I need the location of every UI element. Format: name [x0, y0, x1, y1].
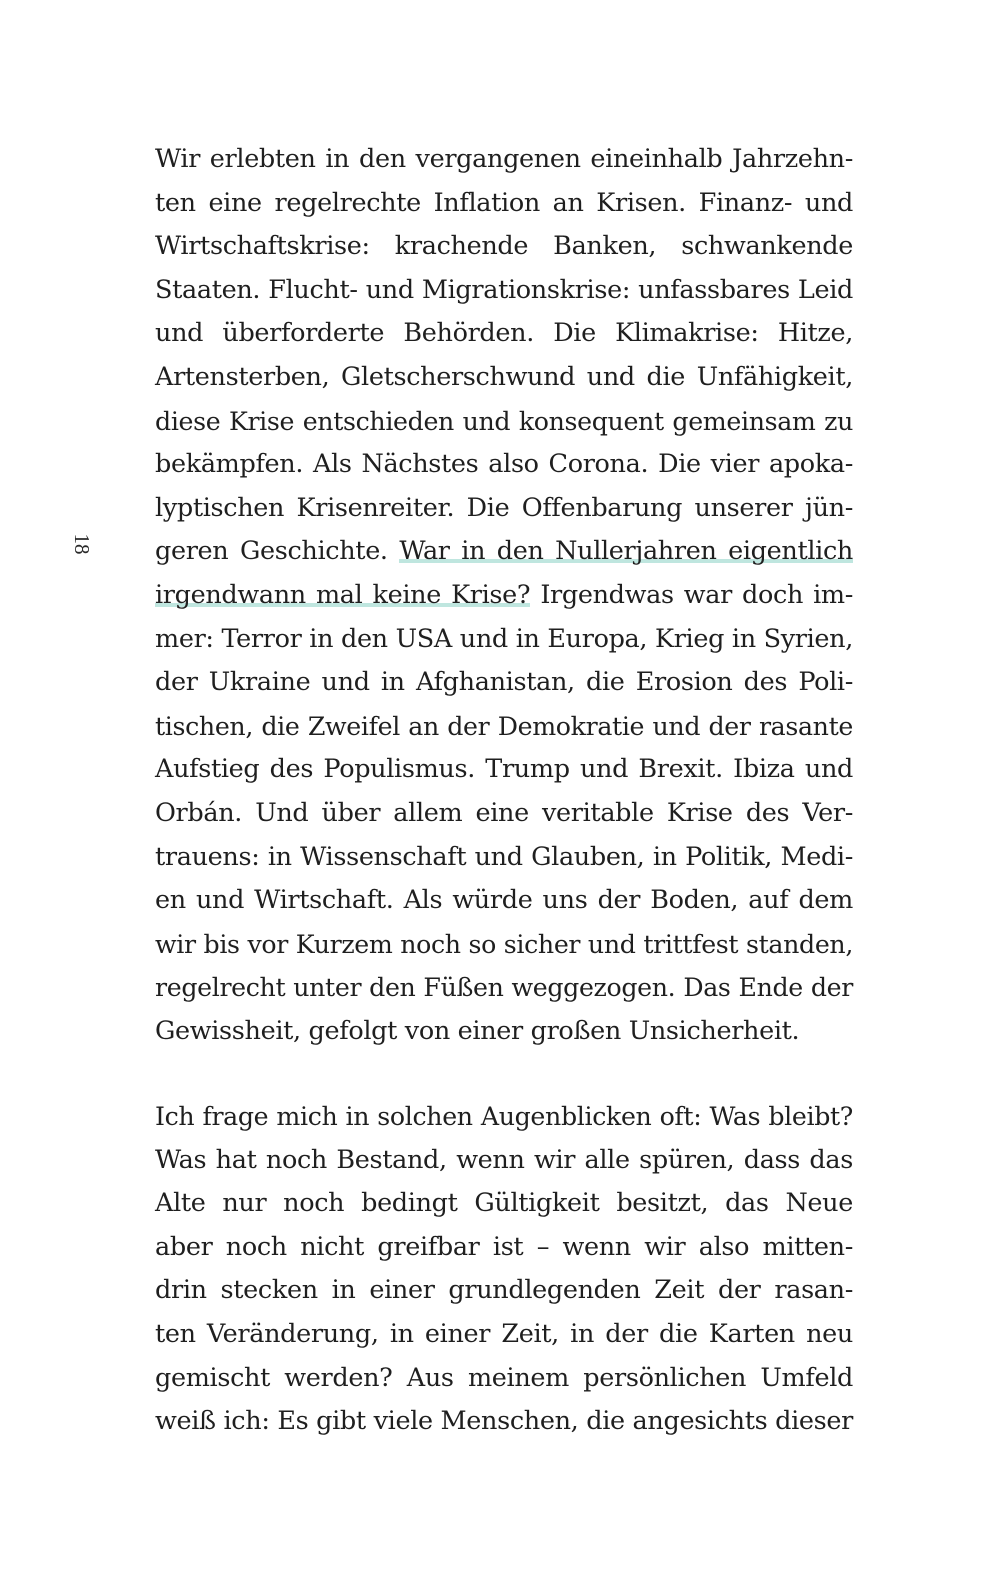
text-line: drin stecken in einer grundlegenden Zeit der rasan- [155, 1275, 853, 1306]
text-line: ten eine regelrechte Inflation an Krisen. Finanz- und [155, 187, 853, 218]
text-line: Wir erlebten in den vergangenen eineinhalb Jahrzehn- [155, 144, 853, 174]
paragraph-2 [155, 1095, 853, 1444]
text-line: und überforderte Behörden. Die Klimakrise: Hitze, [155, 318, 853, 349]
page-number: 18 [70, 533, 94, 555]
text-line: lyptischen Krisenreiter. Die Offenbarung unserer jün- [155, 492, 853, 523]
text-line: ten Veränderung, in einer Zeit, in der die Karten neu [155, 1318, 853, 1349]
paragraph-1 [155, 138, 853, 1053]
text-line: en und Wirtschaft. Als würde uns der Boden, auf dem [155, 885, 853, 916]
text-line: Artensterben, Gletscherschwund und die Unfähigkeit, [155, 361, 853, 392]
text-line: geren Geschichte. War in den Nullerjahren eigentlich [155, 536, 853, 567]
text-line: aber noch nicht greifbar ist – wenn wir also mitten- [155, 1231, 853, 1262]
text-line: irgendwann mal keine Krise? Irgendwas war doch im- [155, 579, 854, 610]
text-line: Was hat noch Bestand, wenn wir alle spüren, dass das [155, 1144, 853, 1175]
text-line: Wirtschaftskrise: krachende Banken, schwankende [155, 231, 853, 262]
highlighted-text[interactable]: War in den Nullerjahren eigentlich [399, 536, 853, 567]
text-line: diese Krise entschieden und konsequent gemeinsam zu [155, 406, 853, 436]
text-line: Staaten. Flucht- und Migrationskrise: unfassbares Leid [155, 274, 853, 305]
highlighted-text[interactable]: irgendwann mal keine Krise? [155, 579, 531, 610]
text-line: Gewissheit, gefolgt von einer großen Unsicherheit. [155, 1015, 800, 1046]
text-line: Aufstieg des Populismus. Trump und Brexit. Ibiza und [155, 754, 853, 785]
text-line: gemischt werden? Aus meinem persönlichen Umfeld [155, 1362, 853, 1393]
text-line: wir bis vor Kurzem noch so sicher und trittfest standen, [155, 929, 853, 959]
text-line: der Ukraine und in Afghanistan, die Erosion des Poli- [155, 667, 853, 698]
text-line: regelrecht unter den Füßen weggezogen. Das Ende der [155, 973, 853, 1003]
text-line: weiß ich: Es gibt viele Menschen, die angesichts dieser [155, 1406, 853, 1437]
text-line: Ich frage mich in solchen Augenblicken oft: Was bleibt? [155, 1102, 853, 1131]
text-line: mer: Terror in den USA und in Europa, Krieg in Syrien, [155, 623, 853, 654]
text-line: bekämpfen. Als Nächstes also Corona. Die vier apoka- [155, 449, 853, 480]
text-line: Orbán. Und über allem eine veritable Krise des Ver- [155, 797, 853, 828]
text-line: trauens: in Wissenschaft und Glauben, in Politik, Medi- [155, 841, 853, 872]
text-line: tischen, die Zweifel an der Demokratie und der rasante [155, 711, 853, 741]
text-line: Alte nur noch bedingt Gültigkeit besitzt, das Neue [155, 1188, 853, 1219]
